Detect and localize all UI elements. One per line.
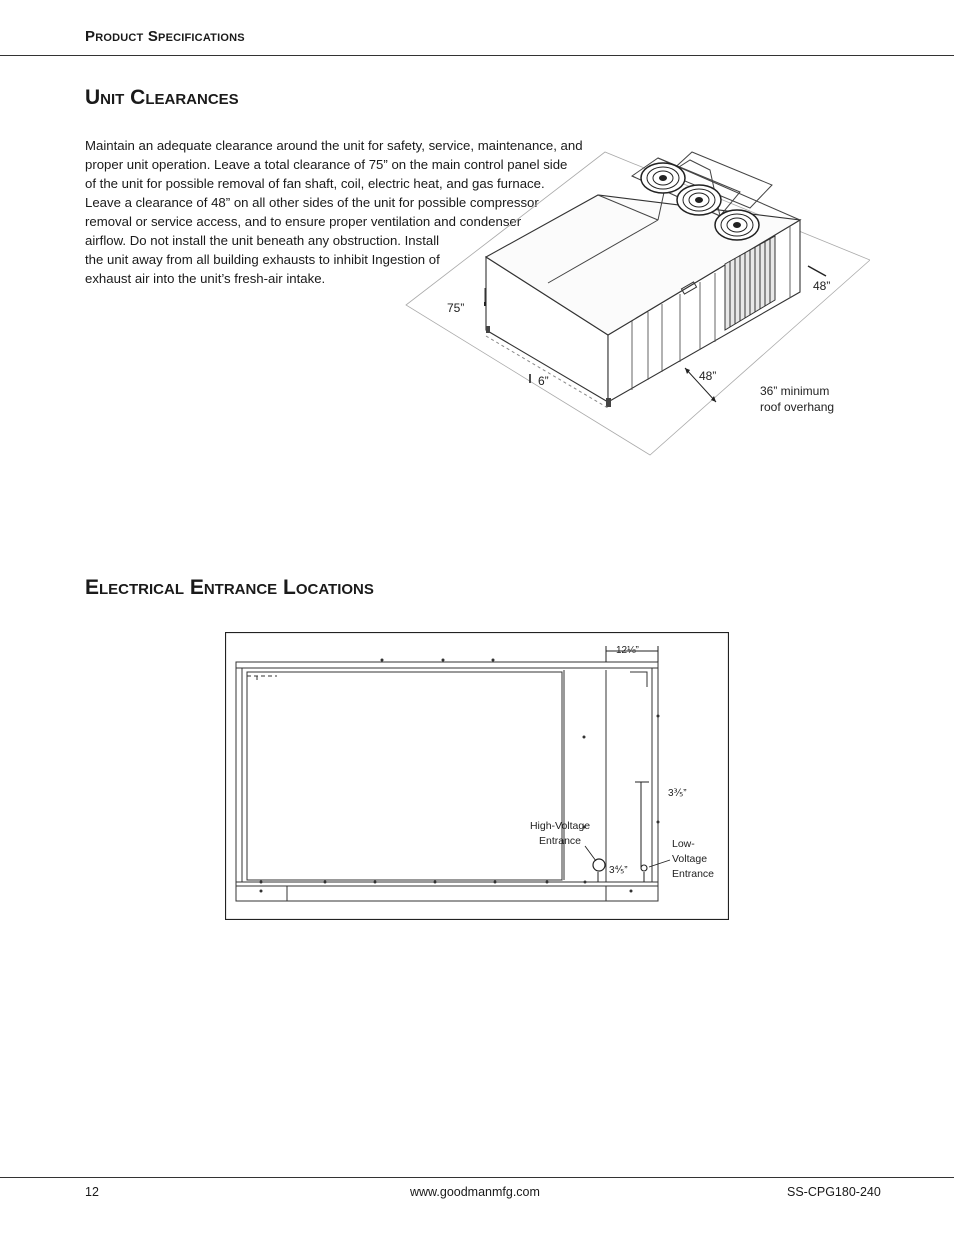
lv-label-line3: Entrance <box>672 868 715 880</box>
electrical-entrance-diagram <box>225 632 729 920</box>
dimension-right: 3⅗” <box>668 788 687 799</box>
footer-url: www.goodmanmfg.com <box>410 1185 540 1199</box>
low-voltage-entrance <box>641 865 647 871</box>
unit-clearance-diagram <box>400 140 870 460</box>
high-voltage-entrance <box>593 859 605 871</box>
paragraph-line: proper unit operation. Leave a total clearance of 75” on the main control panel side <box>85 157 568 172</box>
dimension-48-front: 48” <box>699 369 717 383</box>
hv-label-line1: High-Voltage <box>529 820 591 832</box>
paragraph-line: of the unit for possible removal of fan shaft, coil, electric heat, and gas furnace. <box>85 176 545 191</box>
paragraph-line: Maintain an adequate clearance around the unit for safety, service, maintenance, and <box>85 138 583 153</box>
dimension-bottom: 3⅘” <box>609 865 628 876</box>
unit-clearances-heading: Unit Clearances <box>85 86 239 109</box>
condenser-fan-icon <box>677 185 721 215</box>
dimension-top: 12⅛” <box>616 645 639 656</box>
footer-divider <box>0 1177 954 1178</box>
paragraph-line: exhaust air into the unit’s fresh-air intake. <box>85 271 326 286</box>
dimension-6: 6” <box>538 374 549 388</box>
dimension-48-side: 48” <box>813 279 831 293</box>
figure-frame <box>226 633 729 920</box>
paragraph-line: the unit away from all building exhausts to inhibit Ingestion of <box>85 252 440 267</box>
paragraph-line: airflow. Do not install the unit beneath any obstruction. Install <box>85 233 440 248</box>
paragraph-line: removal or service access, and to ensure proper ventilation and condenser <box>85 214 522 229</box>
hv-label-line2: Entrance <box>538 835 582 847</box>
header-divider <box>0 55 954 56</box>
condenser-fan-icon <box>715 210 759 240</box>
page-number: 12 <box>85 1185 99 1199</box>
document-code: SS-CPG180-240 <box>787 1185 881 1199</box>
page-header-title: Product Specifications <box>85 28 245 45</box>
paragraph-line: Leave a clearance of 48” on all other sides of the unit for possible compressor <box>85 195 539 210</box>
overhang-note-line1: 36” minimum <box>760 384 830 398</box>
condenser-fan-icon <box>641 163 685 193</box>
electrical-entrance-heading: Electrical Entrance Locations <box>85 576 374 599</box>
dimension-75: 75” <box>447 301 465 315</box>
overhang-note-line2: roof overhang <box>760 400 835 414</box>
lv-label-line1: Low- <box>672 838 695 850</box>
lv-label-line2: Voltage <box>672 853 708 865</box>
